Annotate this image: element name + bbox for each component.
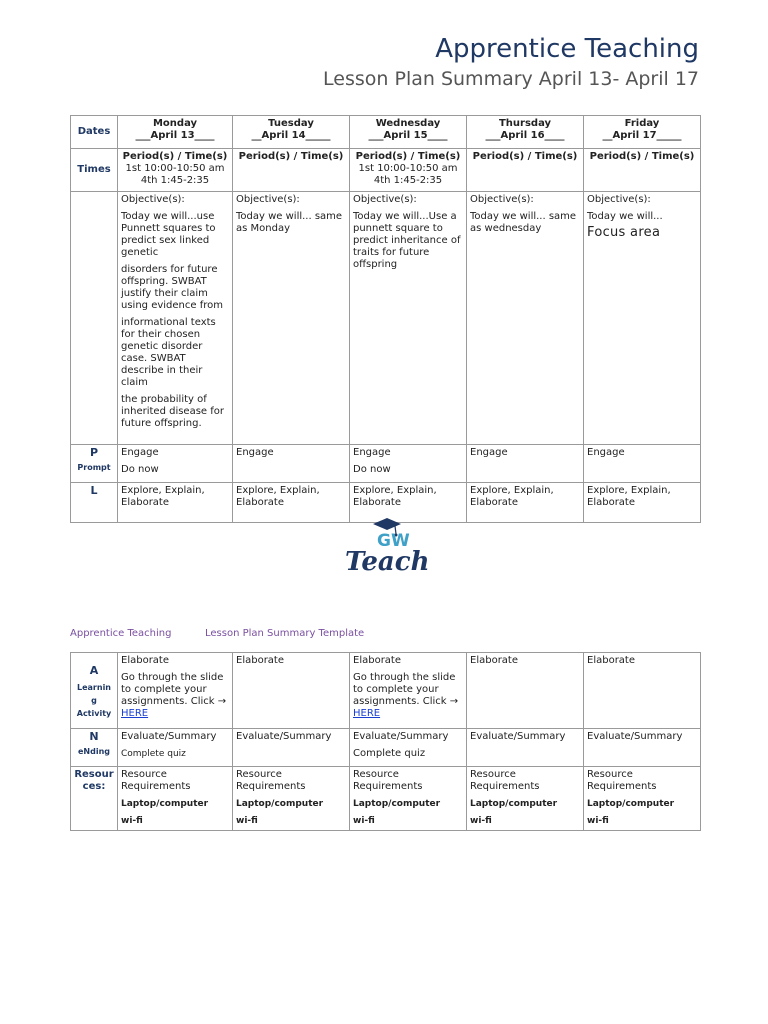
- ending-thursday: Evaluate/Summary: [467, 729, 584, 767]
- objective-wednesday: Objective(s): Today we will...Use a punnett square to predict inheritance of traits for future offspring: [350, 192, 467, 445]
- day-header-tuesday: Tuesday __April 14_____: [233, 116, 350, 149]
- footer-left: Apprentice Teaching: [70, 628, 172, 639]
- ending-tuesday: Evaluate/Summary: [233, 729, 350, 767]
- lesson-table-upper: [70, 115, 710, 508]
- day-header-wednesday: Wednesday ___April 15____: [350, 116, 467, 149]
- activity-monday: Elaborate Go through the slide to complete your assignments. Click → HERE: [118, 653, 233, 729]
- times-monday: Period(s) / Time(s) 1st 10:00-10:50 am 4th 1:45-2:35: [118, 149, 233, 192]
- times-wednesday: Period(s) / Time(s) 1st 10:00-10:50 am 4th 1:45-2:35: [350, 149, 467, 192]
- activity-friday: Elaborate: [584, 653, 701, 729]
- learn-tuesday: Explore, Explain, Elaborate: [233, 483, 350, 523]
- prompt-thursday: Engage: [467, 445, 584, 483]
- ending-friday: Evaluate/Summary: [584, 729, 701, 767]
- times-friday: Period(s) / Time(s): [584, 149, 701, 192]
- here-link-monday[interactable]: HERE: [121, 708, 149, 719]
- prompt-row-label: P Prompt: [71, 445, 118, 483]
- resources-tuesday: Resource Requirements Laptop/computer wi-fi: [233, 767, 350, 831]
- objective-thursday: Objective(s): Today we will... same as wednesday: [467, 192, 584, 445]
- resources-wednesday: Resource Requirements Laptop/computer wi-fi: [350, 767, 467, 831]
- day-header-thursday: Thursday ___April 16____: [467, 116, 584, 149]
- ending-monday: Evaluate/Summary Complete quiz: [118, 729, 233, 767]
- svg-text:GW: GW: [377, 531, 410, 551]
- times-tuesday: Period(s) / Time(s): [233, 149, 350, 192]
- learn-row-label: L: [71, 483, 118, 523]
- learn-monday: Explore, Explain, Elaborate: [118, 483, 233, 523]
- objective-row-label: [71, 192, 118, 445]
- dates-label: Dates: [71, 116, 118, 149]
- learn-thursday: Explore, Explain, Elaborate: [467, 483, 584, 523]
- prompt-wednesday: Engage Do now: [350, 445, 467, 483]
- objective-friday: Objective(s): Today we will... Focus area: [584, 192, 701, 445]
- objective-monday: Objective(s): Today we will...use Punnett squares to predict sex linked genetic disorders for future offspring. SWBAT justify their claim using evidence from informational texts for their chosen genetic disorder case. SWBAT describe in their claim the probability of inherited disease for future offspring.: [118, 192, 233, 445]
- gw-teach-logo: [343, 516, 435, 576]
- objective-tuesday: Objective(s): Today we will... same as Monday: [233, 192, 350, 445]
- resources-thursday: Resource Requirements Laptop/computer wi-fi: [467, 767, 584, 831]
- learn-friday: Explore, Explain, Elaborate: [584, 483, 701, 523]
- svg-text:Teach: Teach: [345, 547, 430, 577]
- times-label: Times: [71, 149, 118, 192]
- ending-wednesday: Evaluate/Summary Complete quiz: [350, 729, 467, 767]
- footer-right: Lesson Plan Summary Template: [205, 628, 365, 639]
- page-subtitle: Lesson Plan Summary April 13- April 17: [323, 68, 699, 90]
- resources-row-label: Resour ces:: [71, 767, 118, 831]
- day-header-friday: Friday __April 17_____: [584, 116, 701, 149]
- resources-monday: Resource Requirements Laptop/computer wi-fi: [118, 767, 233, 831]
- learn-wednesday: Explore, Explain, Elaborate: [350, 483, 467, 523]
- prompt-monday: Engage Do now: [118, 445, 233, 483]
- ending-row-label: N eNding: [71, 729, 118, 767]
- activity-tuesday: Elaborate: [233, 653, 350, 729]
- activity-thursday: Elaborate: [467, 653, 584, 729]
- times-thursday: Period(s) / Time(s): [467, 149, 584, 192]
- prompt-tuesday: Engage: [233, 445, 350, 483]
- here-link-wednesday[interactable]: HERE: [353, 708, 381, 719]
- prompt-friday: Engage: [584, 445, 701, 483]
- resources-friday: Resource Requirements Laptop/computer wi-fi: [584, 767, 701, 831]
- day-header-monday: Monday ___April 13____: [118, 116, 233, 149]
- activity-wednesday: Elaborate Go through the slide to complete your assignments. Click → HERE: [350, 653, 467, 729]
- activity-row-label: A Learnin g Activity: [71, 653, 118, 729]
- page-title: Apprentice Teaching: [435, 34, 699, 64]
- lesson-table-lower: [70, 655, 710, 842]
